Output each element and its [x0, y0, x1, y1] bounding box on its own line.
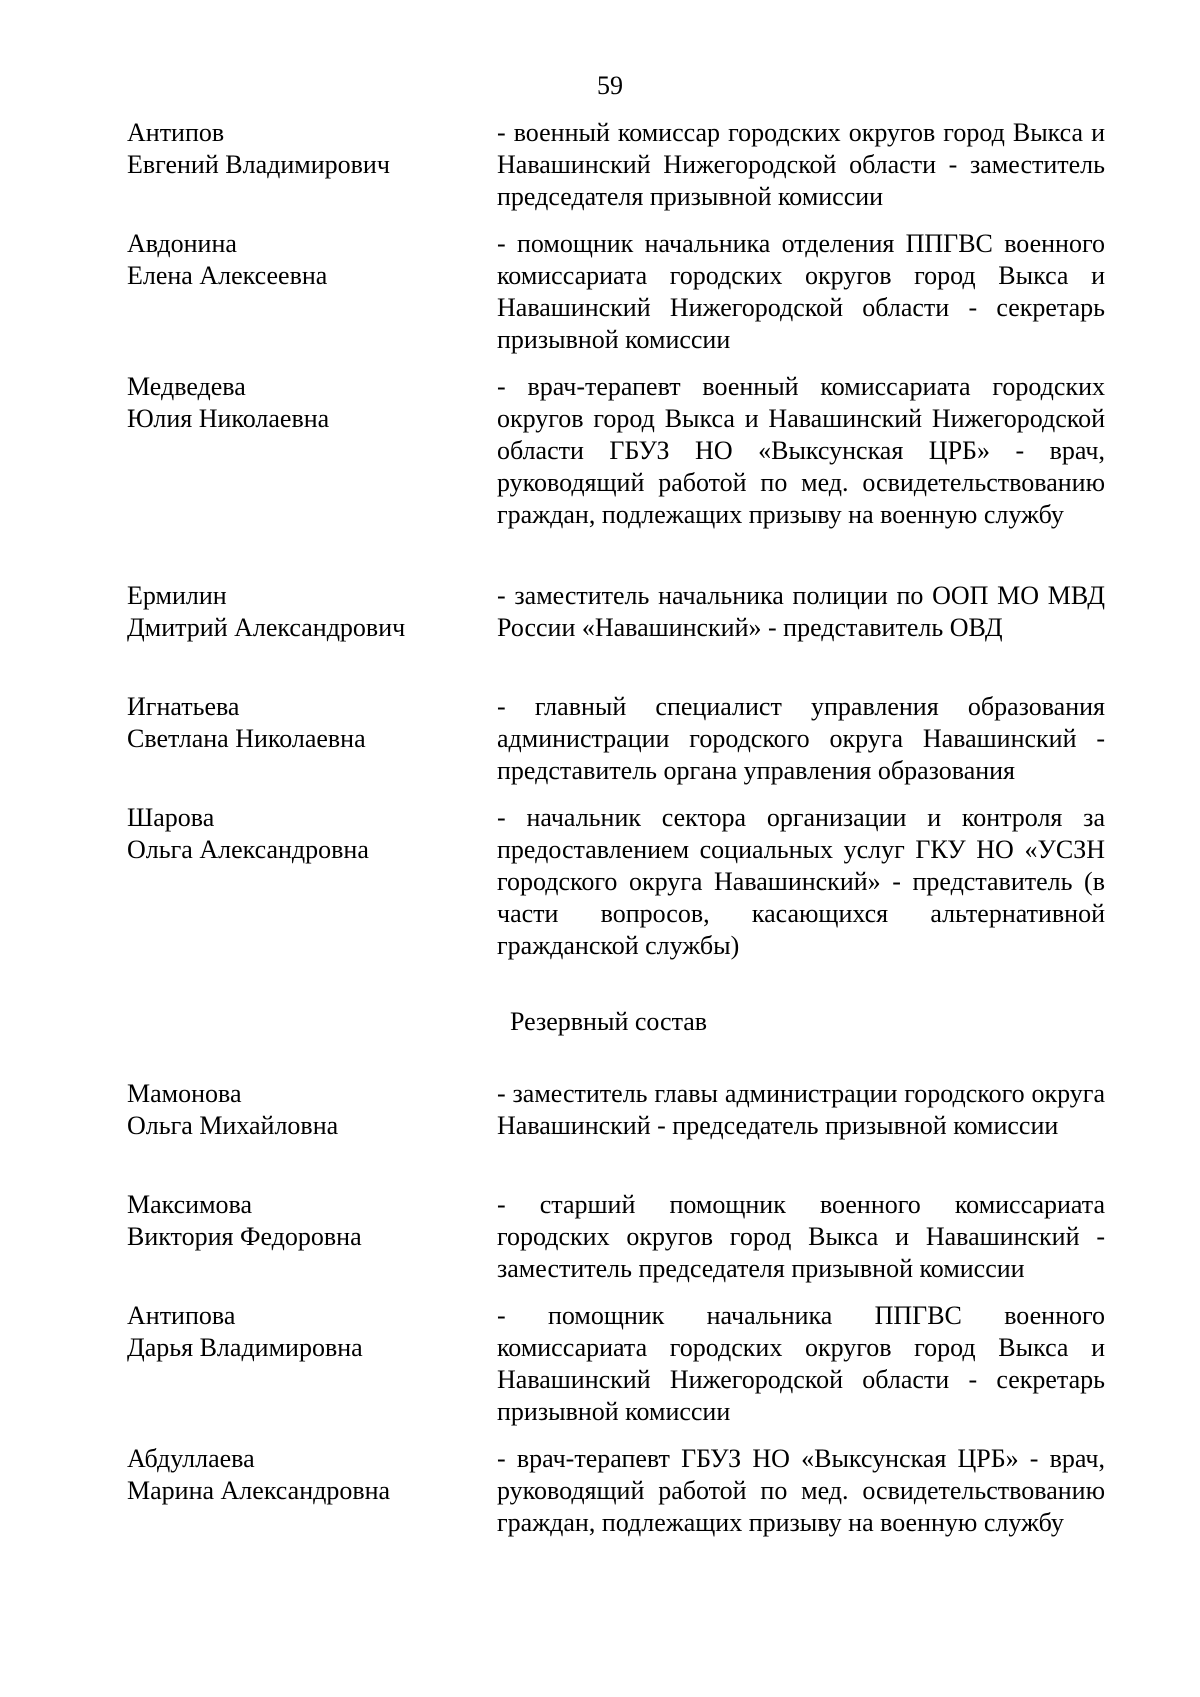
reserve-heading: Резервный состав — [510, 1007, 708, 1036]
member-last-name: Авдонина — [127, 229, 237, 258]
member-name — [127, 580, 487, 644]
member-name — [127, 1189, 487, 1253]
member-position: - начальник сектора организации и контроля за предоставлением социальных услуг ГКУ НО «УСЗН городского округа Навашинский» - представитель (в части вопросов, касающихся альтернативной гражданской службы) — [497, 803, 1105, 960]
member-last-name: Ермилин — [127, 581, 227, 610]
member-last-name: Медведева — [127, 372, 246, 401]
member-last-name: Шарова — [127, 803, 215, 832]
member-name — [127, 802, 487, 866]
member-first-names: Елена Алексеевна — [127, 261, 328, 290]
member-position: - врач-терапевт военный комиссариата городских округов город Выкса и Навашинский Нижегородской области ГБУЗ НО «Выксунская ЦРБ» - врач, руководящий работой по мед. освидетельствованию граждан, подлежащих призыву на военную службу — [497, 372, 1105, 529]
member-position: - главный специалист управления образования администрации городского округа Навашинский - представитель органа управления образования — [497, 692, 1105, 785]
member-name — [127, 117, 487, 181]
member-first-names: Дарья Владимировна — [127, 1333, 363, 1362]
member-position: - старший помощник военного комиссариата городских округов город Выкса и Навашинский - заместитель председателя призывной комиссии — [497, 1190, 1105, 1283]
member-first-names: Евгений Владимирович — [127, 150, 390, 179]
member-first-names: Светлана Николаевна — [127, 724, 366, 753]
member-position: - заместитель начальника полиции по ООП МО МВД России «Навашинский» - представитель ОВД — [497, 581, 1105, 642]
member-last-name: Антипов — [127, 118, 225, 147]
member-position: - помощник начальника ППГВС военного комиссариата городских округов город Выкса и Навашинский Нижегородской области - секретарь призывной комиссии — [497, 1301, 1105, 1426]
member-last-name: Максимова — [127, 1190, 253, 1219]
member-last-name: Игнатьева — [127, 692, 240, 721]
member-last-name: Мамонова — [127, 1079, 242, 1108]
member-name — [127, 691, 487, 755]
member-first-names: Виктория Федоровна — [127, 1222, 362, 1251]
member-last-name: Абдуллаева — [127, 1444, 255, 1473]
page-number: 59 — [597, 71, 623, 100]
member-last-name: Антипова — [127, 1301, 236, 1330]
member-first-names: Ольга Александровна — [127, 835, 369, 864]
member-name — [127, 371, 487, 435]
member-first-names: Дмитрий Александрович — [127, 613, 406, 642]
member-name — [127, 1300, 487, 1364]
member-first-names: Юлия Николаевна — [127, 404, 330, 433]
member-position: - военный комиссар городских округов город Выкса и Навашинский Нижегородской области - заместитель председателя призывной комиссии — [497, 118, 1105, 211]
member-first-names: Ольга Михайловна — [127, 1111, 339, 1140]
member-position: - врач-терапевт ГБУЗ НО «Выксунская ЦРБ» - врач, руководящий работой по мед. освидетельствованию граждан, подлежащих призыву на военную службу — [497, 1444, 1105, 1537]
member-name — [127, 1443, 487, 1507]
member-position: - помощник начальника отделения ППГВС военного комиссариата городских округов город Выкса и Навашинский Нижегородской области - секретарь призывной комиссии — [497, 229, 1105, 354]
member-name — [127, 228, 487, 292]
member-name — [127, 1078, 487, 1142]
member-first-names: Марина Александровна — [127, 1476, 391, 1505]
member-position: - заместитель главы администрации городского округа Навашинский - председатель призывной комиссии — [497, 1079, 1105, 1140]
